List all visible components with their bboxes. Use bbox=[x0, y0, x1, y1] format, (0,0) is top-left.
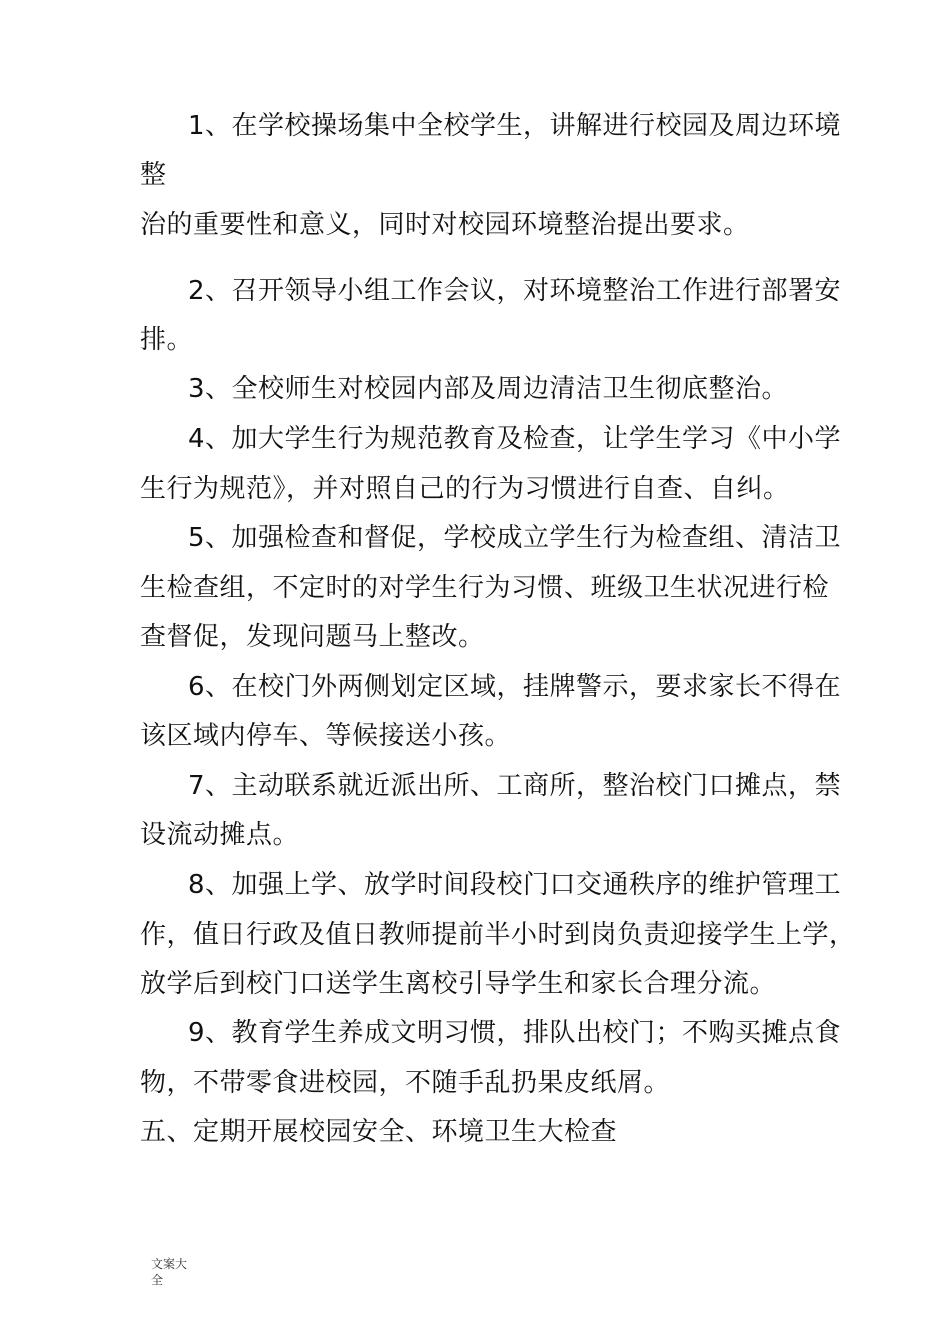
footer-label-line-1: 文案大 bbox=[151, 1257, 188, 1271]
paragraph-8-line-1: 8、加强上学、放学时间段校门口交通秩序的维护管理工 bbox=[188, 870, 842, 900]
paragraph-4-line-1: 4、加大学生行为规范教育及检查，让学生学习《中小学 bbox=[188, 424, 842, 454]
paragraph-1-line-2: 整 bbox=[140, 160, 167, 190]
section-heading: 五、定期开展校园安全、环境卫生大检查 bbox=[140, 1117, 618, 1147]
paragraph-8-line-2: 作，值日行政及值日教师提前半小时到岗负责迎接学生上学， bbox=[140, 920, 856, 950]
paragraph-7-line-2: 设流动摊点。 bbox=[140, 820, 300, 850]
paragraph-8-line-3: 放学后到校门口送学生离校引导学生和家长合理分流。 bbox=[140, 969, 777, 999]
paragraph-4-line-2: 生行为规范》，并对照自己的行为习惯进行自查、自纠。 bbox=[140, 474, 790, 504]
footer-label-line-2: 全 bbox=[151, 1273, 164, 1287]
paragraph-5-line-3: 查督促，发现问题马上整改。 bbox=[140, 622, 485, 652]
paragraph-6-line-2: 该区域内停车、等候接送小孩。 bbox=[140, 721, 512, 751]
paragraph-3-line-1: 3、全校师生对校园内部及周边清洁卫生彻底整治。 bbox=[188, 374, 789, 404]
paragraph-2-line-1: 2、召开领导小组工作会议，对环境整治工作进行部署安 bbox=[188, 276, 842, 306]
paragraph-5-line-1: 5、加强检查和督促，学校成立学生行为检查组、清洁卫 bbox=[188, 523, 842, 553]
paragraph-9-line-2: 物，不带零食进校园，不随手乱扔果皮纸屑。 bbox=[140, 1068, 671, 1098]
paragraph-7-line-1: 7、主动联系就近派出所、工商所，整治校门口摊点，禁 bbox=[188, 771, 842, 801]
paragraph-6-line-1: 6、在校门外两侧划定区域，挂牌警示，要求家长不得在 bbox=[188, 672, 842, 702]
paragraph-5-line-2: 生检查组，不定时的对学生行为习惯、班级卫生状况进行检 bbox=[140, 573, 830, 603]
paragraph-9-line-1: 9、教育学生养成文明习惯，排队出校门；不购买摊点食 bbox=[188, 1018, 842, 1048]
paragraph-1-line-3: 治的重要性和意义，同时对校园环境整治提出要求。 bbox=[140, 210, 750, 240]
paragraph-1-line-1: 1、在学校操场集中全校学生，讲解进行校园及周边环境 bbox=[188, 111, 842, 141]
paragraph-2-line-2: 排。 bbox=[140, 325, 194, 355]
